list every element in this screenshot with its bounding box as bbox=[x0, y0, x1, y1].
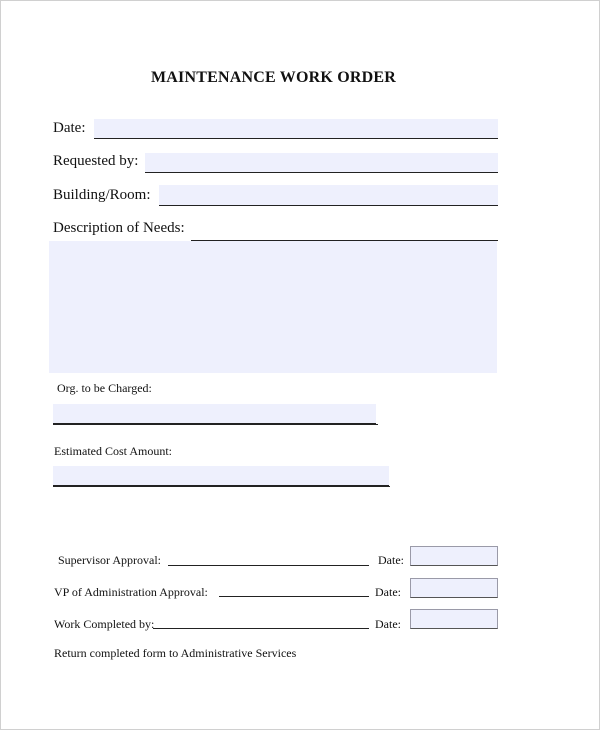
work-completed-date-field[interactable] bbox=[410, 609, 498, 629]
vp-admin-approval-label: VP of Administration Approval: bbox=[54, 585, 208, 599]
vp-admin-approval-line[interactable] bbox=[219, 596, 369, 597]
description-label: Description of Needs: bbox=[53, 220, 185, 236]
work-completed-line[interactable] bbox=[153, 628, 369, 629]
work-completed-label: Work Completed by: bbox=[54, 617, 155, 631]
org-charged-field[interactable] bbox=[53, 404, 376, 424]
vp-admin-date-field[interactable] bbox=[410, 578, 498, 598]
work-completed-date-label: Date: bbox=[375, 617, 401, 631]
supervisor-date-label: Date: bbox=[378, 553, 404, 567]
building-room-label: Building/Room: bbox=[53, 187, 151, 203]
vp-admin-date-label: Date: bbox=[375, 585, 401, 599]
supervisor-approval-line[interactable] bbox=[168, 565, 369, 566]
estimated-cost-label: Estimated Cost Amount: bbox=[54, 444, 173, 458]
date-label: Date: bbox=[53, 120, 86, 136]
description-textarea[interactable] bbox=[49, 241, 497, 373]
date-field[interactable] bbox=[94, 119, 498, 139]
estimated-cost-underline bbox=[53, 486, 390, 487]
supervisor-approval-label: Supervisor Approval: bbox=[58, 553, 161, 567]
form-title: MAINTENANCE WORK ORDER bbox=[150, 69, 396, 86]
building-room-field[interactable] bbox=[159, 185, 498, 206]
estimated-cost-field[interactable] bbox=[53, 466, 389, 486]
supervisor-date-field[interactable] bbox=[410, 546, 498, 566]
org-charged-label: Org. to be Charged: bbox=[57, 381, 152, 395]
requested-by-field[interactable] bbox=[145, 153, 498, 173]
footer-note: Return completed form to Administrative Services bbox=[54, 646, 297, 660]
org-charged-underline bbox=[53, 424, 378, 425]
requested-by-label: Requested by: bbox=[53, 153, 139, 169]
